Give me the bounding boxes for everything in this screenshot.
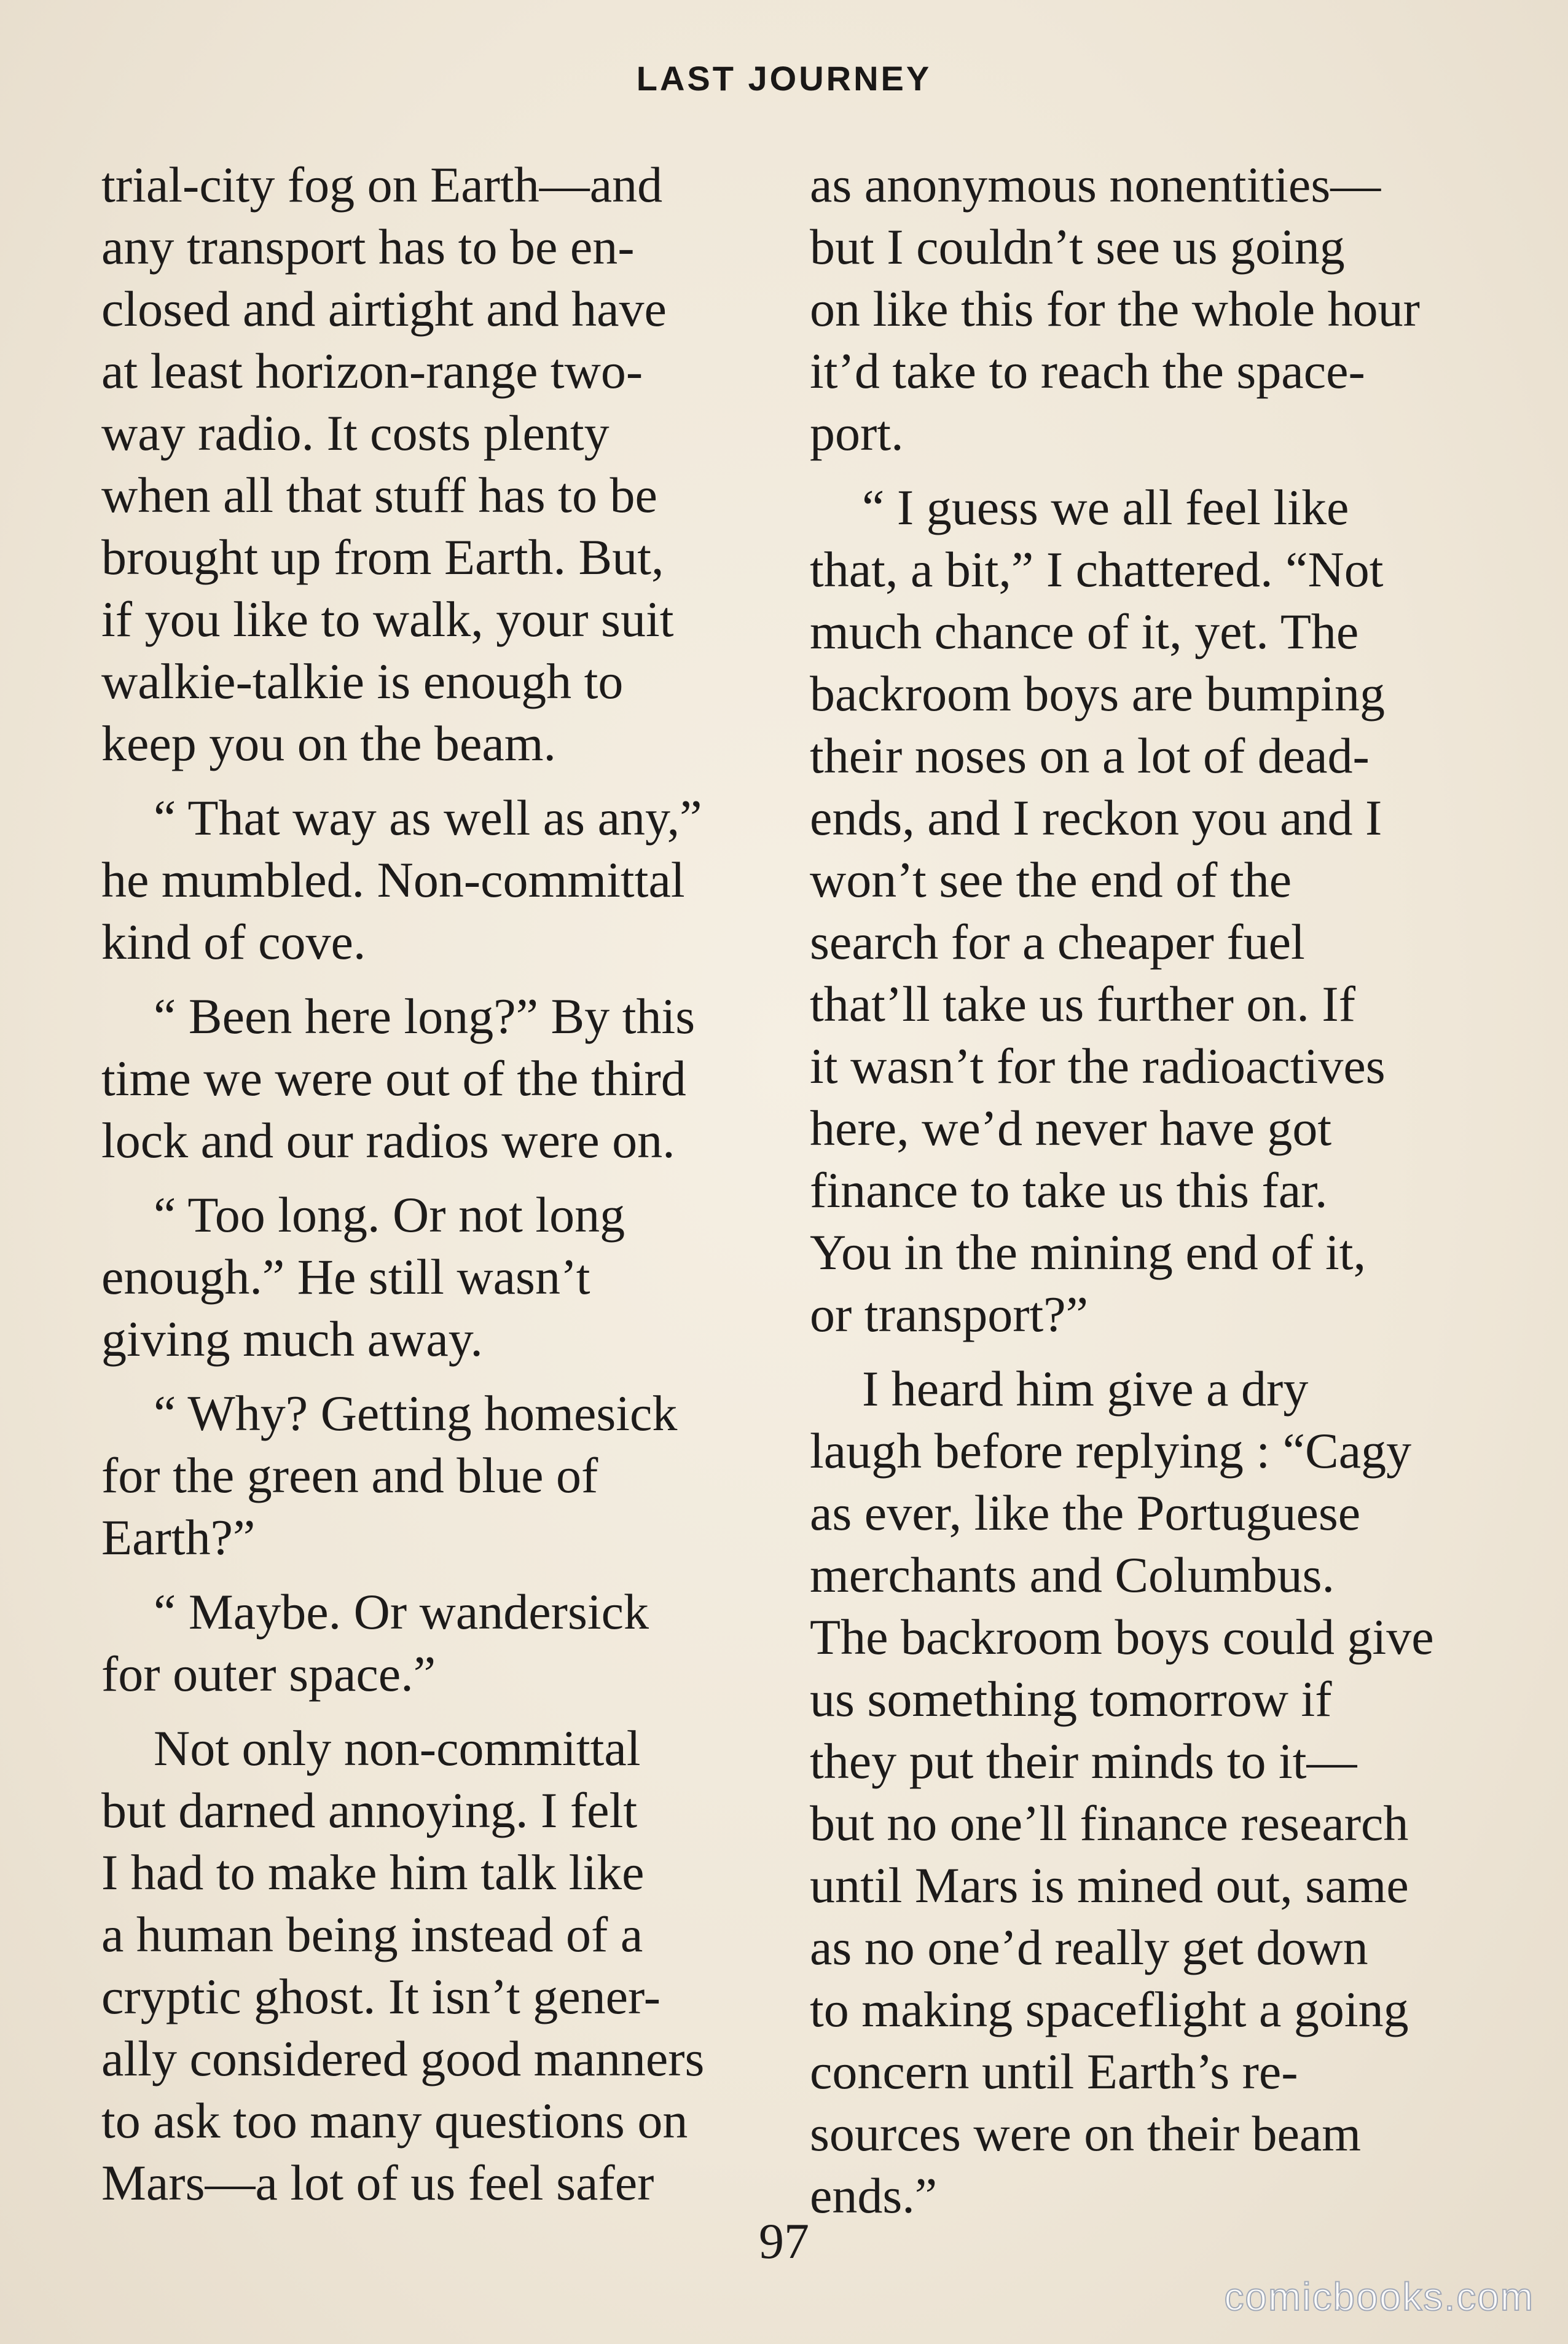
- right-column: [810, 154, 1458, 2239]
- paragraph: Not only non-committal but darned annoying. I felt I had to make him talk like a human being instead of a cryptic ghost. It isn’t gener- ally considered good manners to ask too many questions on Mars—a lot of us feel safer: [101, 1720, 705, 2211]
- paragraph: “ I guess we all feel like that, a bit,” I chattered. “Not much chance of it, yet. The backroom boys are bumping their noses on a lot of dead- ends, and I reckon you and I won’t see the end of the search for a cheaper fuel that’ll take us further on. If it wasn’t for the radioactives here, we’d never have got finance to take us this far. You in the mining end of it, or transport?”: [810, 479, 1386, 1342]
- paragraph: “ Maybe. Or wandersick for outer space.”: [101, 1584, 649, 1702]
- paragraph: as anonymous nonentities— but I couldn’t see us going on like this for the whole hour it’d take to reach the space- port.: [810, 157, 1420, 461]
- paragraph: “ That way as well as any,” he mumbled. Non-committal kind of cove.: [101, 790, 702, 970]
- paragraph: “ Why? Getting homesick for the green and blue of Earth?”: [101, 1385, 678, 1565]
- left-column: [101, 154, 750, 2226]
- paragraph: “ Been here long?” By this time we were out of the third lock and our radios were on.: [101, 988, 696, 1168]
- page-number: 97: [759, 2213, 809, 2269]
- paragraph: “ Too long. Or not long enough.” He still wasn’t giving much away.: [101, 1187, 625, 1367]
- running-head-title: LAST JOURNEY: [636, 59, 932, 98]
- paragraph: I heard him give a dry laugh before replying : “Cagy as ever, like the Portuguese merchants and Columbus. The backroom boys could give us something tomorrow if they put their minds to it— but no one’ll finance research until Mars is mined out, same as no one’d really get down to making spaceflight a going concern until Earth’s re- sources were on their beam ends.”: [810, 1361, 1434, 2224]
- watermark-logo: comicbooks.com: [1224, 2275, 1534, 2319]
- paragraph: trial-city fog on Earth—and any transport has to be en- closed and airtight and have at least horizon-range two- way radio. It costs plenty when all that stuff has to be brought up from Earth. But, if you like to walk, your suit walkie-talkie is enough to keep you on the beam.: [101, 157, 674, 771]
